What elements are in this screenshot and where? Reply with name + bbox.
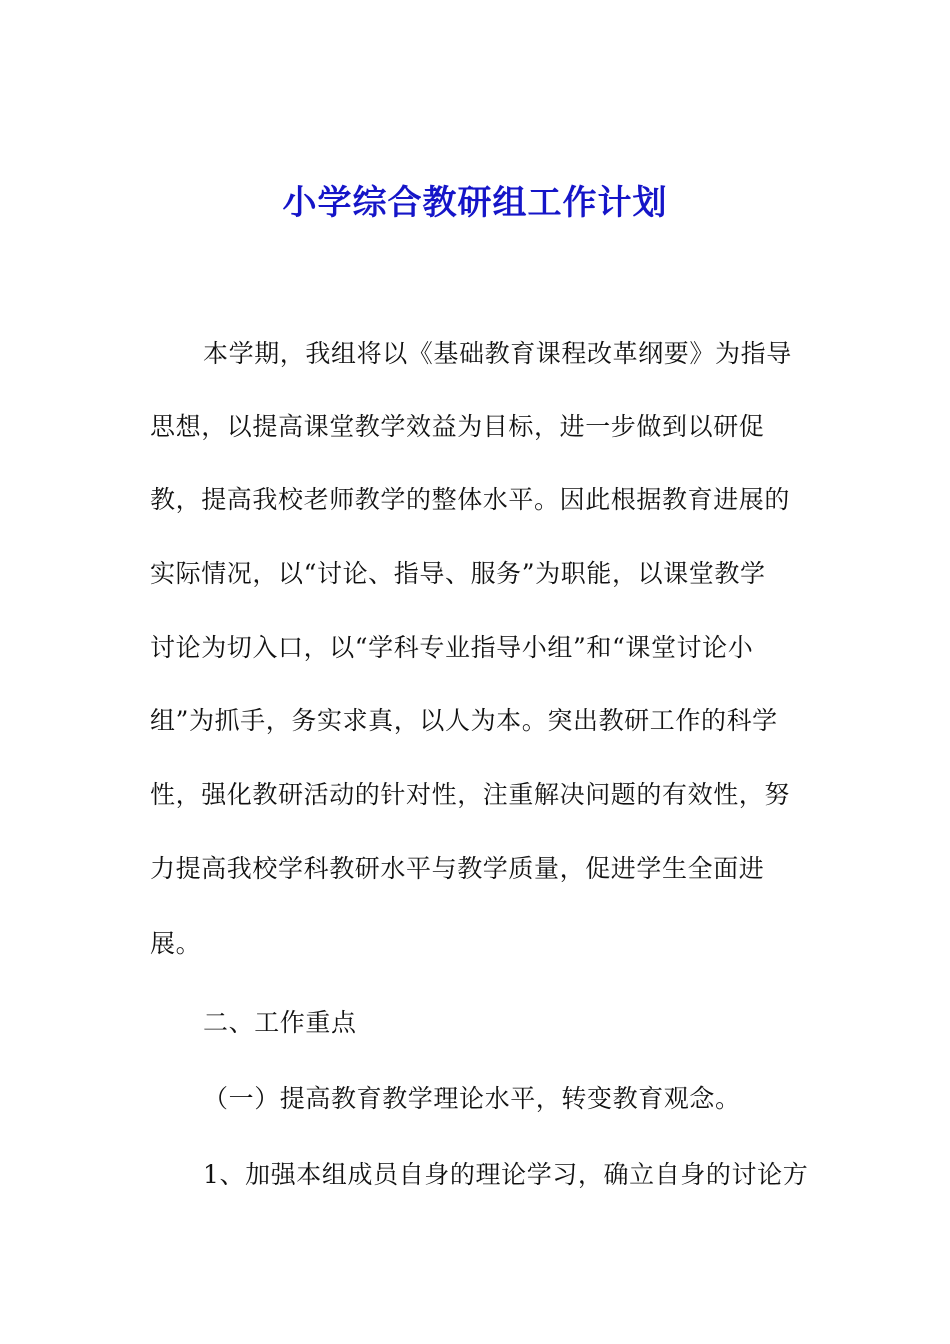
subsection-heading: （一）提高教育教学理论水平，转变教育观念。	[203, 1084, 741, 1113]
paragraph-line: 展。	[150, 929, 202, 958]
paragraph-line: 性，强化教研活动的针对性，注重解决问题的有效性，努	[150, 780, 791, 809]
paragraph-line: 教，提高我校老师教学的整体水平。因此根据教育进展的	[150, 485, 791, 514]
paragraph-line: 讨论为切入口，以“学科专业指导小组”和“课堂讨论小	[150, 633, 754, 662]
paragraph-line: 1、加强本组成员自身的理论学习，确立自身的讨论方	[203, 1160, 809, 1189]
paragraph-line: 组”为抓手，务实求真，以人为本。突出教研工作的科学	[150, 706, 778, 735]
section-heading: 二、工作重点	[203, 1008, 357, 1037]
paragraph-line: 力提高我校学科教研水平与教学质量，促进学生全面进	[150, 854, 765, 883]
paragraph-line: 本学期，我组将以《基础教育课程改革纲要》为指导	[203, 339, 792, 368]
paragraph-line: 实际情况，以“讨论、指导、服务”为职能，以课堂教学	[150, 559, 766, 588]
document-title: 小学综合教研组工作计划	[282, 183, 668, 223]
paragraph-line: 思想，以提高课堂教学效益为目标，进一步做到以研促	[150, 412, 765, 441]
